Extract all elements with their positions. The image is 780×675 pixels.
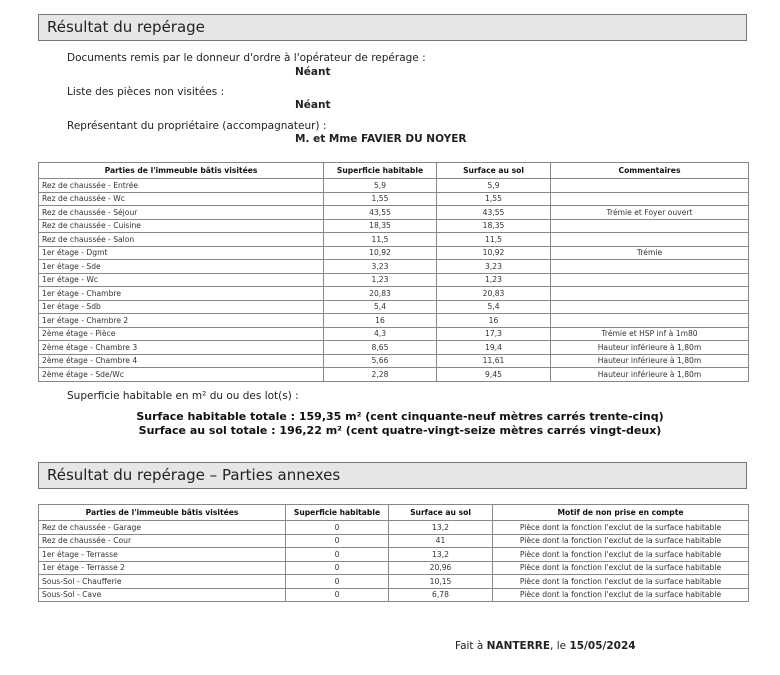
table-cell: Sous-Sol - Cave bbox=[39, 588, 286, 602]
representant-value: M. et Mme FAVIER DU NOYER bbox=[295, 133, 467, 145]
documents-value: Néant bbox=[295, 66, 331, 78]
table-cell: 10,92 bbox=[324, 246, 437, 260]
table-cell: Rez de chaussée - Garage bbox=[39, 521, 286, 535]
footer-date: 15/05/2024 bbox=[569, 640, 636, 652]
table-cell: 16 bbox=[324, 314, 437, 328]
table-cell: 16 bbox=[437, 314, 551, 328]
table-row bbox=[39, 354, 749, 368]
table-cell bbox=[551, 233, 749, 247]
table-row bbox=[39, 314, 749, 328]
table-row bbox=[39, 192, 749, 206]
table-cell: Trémie et Foyer ouvert bbox=[551, 206, 749, 220]
table-row bbox=[39, 273, 749, 287]
table-cell: Hauteur inférieure à 1,80m bbox=[551, 341, 749, 355]
table-cell: Rez de chaussée - Wc bbox=[39, 192, 324, 206]
table-cell: 5,9 bbox=[437, 179, 551, 193]
table-cell: 11,61 bbox=[437, 354, 551, 368]
table-row bbox=[39, 287, 749, 301]
table-row bbox=[39, 561, 749, 575]
table-cell bbox=[551, 314, 749, 328]
table-cell: 20,96 bbox=[389, 561, 493, 575]
table-row bbox=[39, 179, 749, 193]
table-cell: Sous-Sol - Chaufferie bbox=[39, 575, 286, 589]
table-row bbox=[39, 368, 749, 382]
table-cell: 5,4 bbox=[437, 300, 551, 314]
table-header-row bbox=[39, 505, 749, 521]
table-cell: 1,55 bbox=[324, 192, 437, 206]
table-cell: 0 bbox=[286, 561, 389, 575]
section-header-resultat: Résultat du repérage bbox=[38, 14, 747, 41]
table-row bbox=[39, 260, 749, 274]
table-cell: 1er étage - Wc bbox=[39, 273, 324, 287]
pieces-non-visitees-value: Néant bbox=[295, 99, 331, 111]
table-cell: 11,5 bbox=[324, 233, 437, 247]
table-cell: 10,92 bbox=[437, 246, 551, 260]
table-cell: 0 bbox=[286, 521, 389, 535]
table-cell: 2ème étage - Chambre 3 bbox=[39, 341, 324, 355]
table-cell: 10,15 bbox=[389, 575, 493, 589]
table-cell: 13,2 bbox=[389, 521, 493, 535]
column-header: Commentaires bbox=[551, 163, 749, 179]
pieces-non-visitees-label: Liste des pièces non visitées : bbox=[67, 86, 225, 98]
column-header: Surface au sol bbox=[437, 163, 551, 179]
table-row bbox=[39, 233, 749, 247]
table-cell: Trémie et HSP inf à 1m80 bbox=[551, 327, 749, 341]
table-cell: 18,35 bbox=[437, 219, 551, 233]
table-cell: Pièce dont la fonction l'exclut de la surface habitable bbox=[493, 521, 749, 535]
table-row bbox=[39, 575, 749, 589]
table-cell bbox=[551, 219, 749, 233]
table-cell: 2,28 bbox=[324, 368, 437, 382]
column-header: Parties de l'immeuble bâtis visitées bbox=[39, 163, 324, 179]
table-row bbox=[39, 327, 749, 341]
table-cell: 17,3 bbox=[437, 327, 551, 341]
footer-middle: , le bbox=[550, 640, 570, 652]
footer-signature bbox=[455, 640, 636, 652]
table-cell: 43,55 bbox=[324, 206, 437, 220]
table-header-row bbox=[39, 163, 749, 179]
table-cell: Rez de chaussée - Entrée bbox=[39, 179, 324, 193]
table-cell: 8,65 bbox=[324, 341, 437, 355]
column-header: Parties de l'immeuble bâtis visitées bbox=[39, 505, 286, 521]
table-cell: 9,45 bbox=[437, 368, 551, 382]
table-cell: 18,35 bbox=[324, 219, 437, 233]
table-row bbox=[39, 521, 749, 535]
table-cell: 1,55 bbox=[437, 192, 551, 206]
table-cell: Rez de chaussée - Cuisine bbox=[39, 219, 324, 233]
table-cell: 3,23 bbox=[437, 260, 551, 274]
table-cell: 5,9 bbox=[324, 179, 437, 193]
table-cell: 6,78 bbox=[389, 588, 493, 602]
table-cell: 1er étage - Terrasse 2 bbox=[39, 561, 286, 575]
table-cell: 1er étage - Sdb bbox=[39, 300, 324, 314]
table-row bbox=[39, 246, 749, 260]
table-row bbox=[39, 588, 749, 602]
table-cell: Rez de chaussée - Salon bbox=[39, 233, 324, 247]
documents-label: Documents remis par le donneur d'ordre à l'opérateur de repérage : bbox=[67, 52, 426, 64]
table-cell: 3,23 bbox=[324, 260, 437, 274]
table-cell: Hauteur inférieure à 1,80m bbox=[551, 368, 749, 382]
table-cell: Pièce dont la fonction l'exclut de la surface habitable bbox=[493, 588, 749, 602]
table-cell bbox=[551, 300, 749, 314]
table-cell bbox=[551, 192, 749, 206]
table-cell: 1,23 bbox=[324, 273, 437, 287]
table-cell: 1er étage - Terrasse bbox=[39, 548, 286, 562]
table-cell: 2ème étage - Pièce bbox=[39, 327, 324, 341]
table-cell: Trémie bbox=[551, 246, 749, 260]
table-cell: 13,2 bbox=[389, 548, 493, 562]
total-sol: Surface au sol totale : 196,22 m² (cent quatre-vingt-seize mètres carrés vingt-deux) bbox=[138, 424, 662, 437]
footer-prefix: Fait à bbox=[455, 640, 487, 652]
table-cell: 2ème étage - Chambre 4 bbox=[39, 354, 324, 368]
table-cell: Rez de chaussée - Cour bbox=[39, 534, 286, 548]
table-cell: 1er étage - Chambre 2 bbox=[39, 314, 324, 328]
representant-label: Représentant du propriétaire (accompagnateur) : bbox=[67, 120, 327, 132]
table-cell: 1er étage - Sde bbox=[39, 260, 324, 274]
table-cell: Pièce dont la fonction l'exclut de la surface habitable bbox=[493, 548, 749, 562]
annexes-table bbox=[38, 504, 749, 602]
table-cell bbox=[551, 273, 749, 287]
surfaces-table bbox=[38, 162, 749, 382]
table-cell: 41 bbox=[389, 534, 493, 548]
table-row bbox=[39, 219, 749, 233]
table-cell: 1er étage - Dgmt bbox=[39, 246, 324, 260]
column-header: Superficie habitable bbox=[324, 163, 437, 179]
table-row bbox=[39, 300, 749, 314]
table-cell: 1,23 bbox=[437, 273, 551, 287]
table-cell bbox=[551, 287, 749, 301]
total-habitable: Surface habitable totale : 159,35 m² (cent cinquante-neuf mètres carrés trente-cinq) bbox=[136, 410, 664, 423]
table-cell: 1er étage - Chambre bbox=[39, 287, 324, 301]
section-header-annexes: Résultat du repérage – Parties annexes bbox=[38, 462, 747, 489]
table-row bbox=[39, 206, 749, 220]
column-header: Superficie habitable bbox=[286, 505, 389, 521]
footer-city: NANTERRE bbox=[486, 640, 551, 652]
table-cell: Pièce dont la fonction l'exclut de la surface habitable bbox=[493, 561, 749, 575]
table-cell: 43,55 bbox=[437, 206, 551, 220]
table-cell: 0 bbox=[286, 548, 389, 562]
column-header: Motif de non prise en compte bbox=[493, 505, 749, 521]
table-cell: Pièce dont la fonction l'exclut de la surface habitable bbox=[493, 575, 749, 589]
table-cell: 0 bbox=[286, 588, 389, 602]
table-cell: 2ème étage - Sde/Wc bbox=[39, 368, 324, 382]
table-cell bbox=[551, 260, 749, 274]
superficie-label: Superficie habitable en m² du ou des lot(s) : bbox=[67, 390, 299, 402]
table-row bbox=[39, 534, 749, 548]
table-cell: 0 bbox=[286, 534, 389, 548]
table-row bbox=[39, 341, 749, 355]
table-cell: 5,66 bbox=[324, 354, 437, 368]
table-cell bbox=[551, 179, 749, 193]
table-cell: 5,4 bbox=[324, 300, 437, 314]
table-cell: 0 bbox=[286, 575, 389, 589]
column-header: Surface au sol bbox=[389, 505, 493, 521]
table-cell: Hauteur inférieure à 1,80m bbox=[551, 354, 749, 368]
table-cell: 20,83 bbox=[437, 287, 551, 301]
table-cell: 11,5 bbox=[437, 233, 551, 247]
table-row bbox=[39, 548, 749, 562]
table-cell: 20,83 bbox=[324, 287, 437, 301]
table-cell: 19,4 bbox=[437, 341, 551, 355]
table-cell: Pièce dont la fonction l'exclut de la surface habitable bbox=[493, 534, 749, 548]
table-cell: Rez de chaussée - Séjour bbox=[39, 206, 324, 220]
table-cell: 4,3 bbox=[324, 327, 437, 341]
